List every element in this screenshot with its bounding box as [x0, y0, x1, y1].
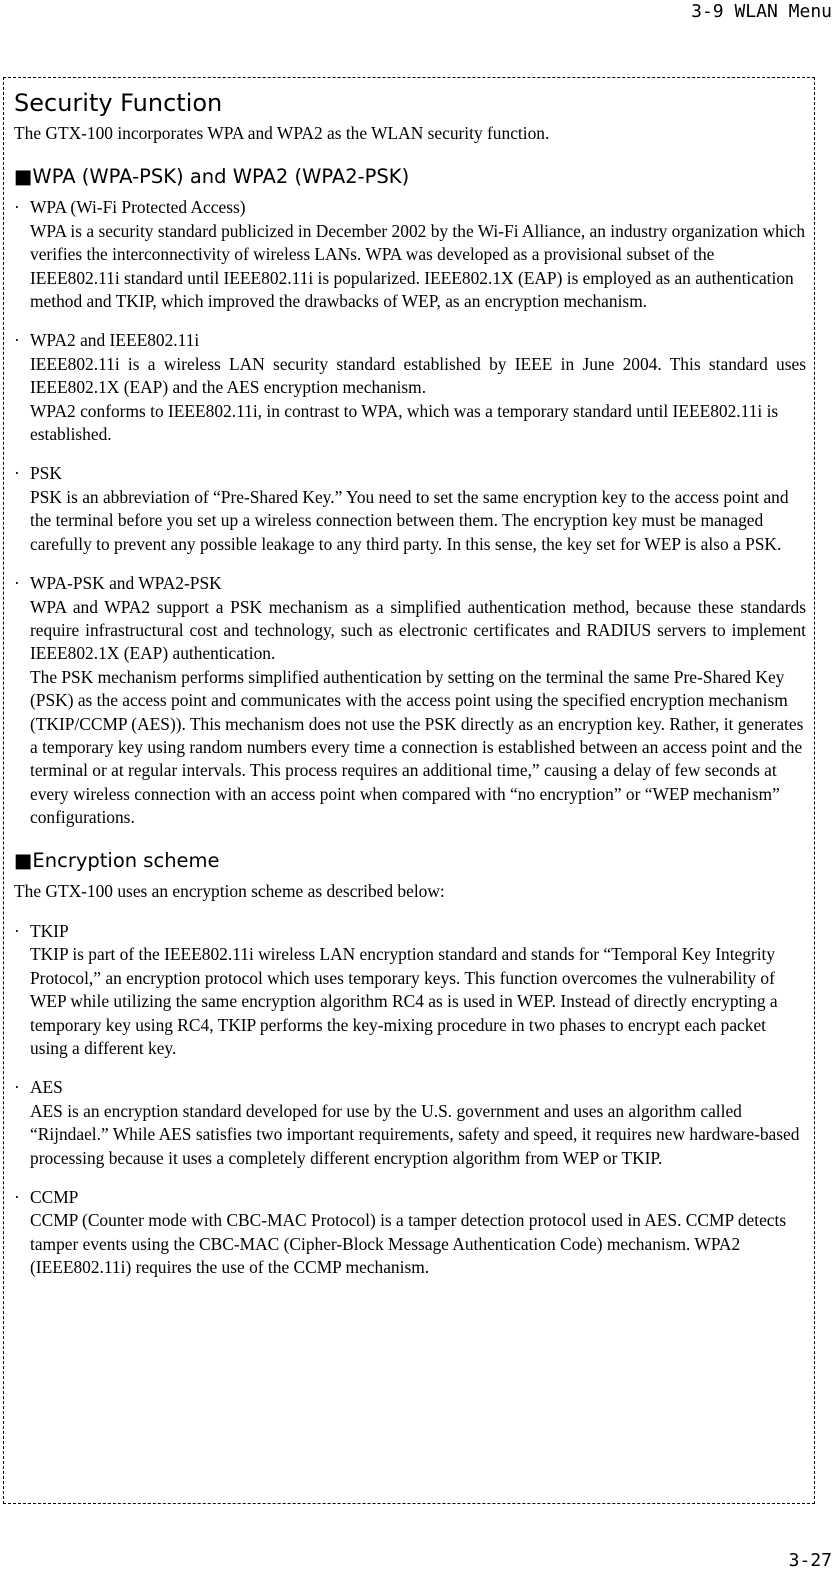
list-item-ccmp — [14, 1186, 806, 1280]
item-text: WPA is a security standard publicized in December 2002 by the Wi-Fi Alliance, an industry organization which verifies the interconnectivity of wireless LANs. WPA was developed as a provisional subset of the IEEE802.11i standard until IEEE802.11i is popularized. IEEE802.1X (EAP) is employed as an authentication method and TKIP, which improved the drawbacks of WEP, as an encryption mechanism. — [30, 220, 806, 312]
item-title: AES — [30, 1077, 63, 1098]
encryption-intro: The GTX-100 uses an encryption scheme as described below: — [14, 880, 445, 901]
item-text: The PSK mechanism performs simplified authentication by setting on the terminal the same Pre-Shared Key (PSK) as the access point and communicates with the access point using the specified encryption mechanism (TKIP/CCMP (AES)). This mechanism does not use the PSK directly as an encryption key. Rather, it generates a temporary key using random numbers every time a connection is established between an access point and the terminal or at regular intervals. This process requires an additional time,” causing a delay of few seconds at every wireless connection with an access point when compared with “no encryption” or “WEP mechanism” configurations. — [30, 666, 804, 828]
list-item-wpa-psk — [14, 572, 806, 829]
list-item-aes — [14, 1076, 806, 1170]
item-text: CCMP (Counter mode with CBC-MAC Protocol) is a tamper detection protocol used in AES. CCMP detects tamper events using the CBC-MAC (Cipher-Block Message Authentication Code) mechanism. WPA2 (IEEE802.11i) requires the use of the CCMP mechanism. — [30, 1210, 787, 1278]
item-text: PSK is an abbreviation of “Pre-Shared Key.” You need to set the same encryption key to the access point and the terminal before you set up a wireless connection between them. The encryption key must be managed carefully to prevent any possible leakage to any third party. In this sense, the key set for WEP is also a PSK. — [30, 486, 789, 554]
item-title: PSK — [30, 463, 62, 484]
running-header: 3-9 WLAN Menu — [691, 1, 832, 22]
item-title: TKIP — [30, 920, 69, 941]
bullet: · — [14, 463, 20, 484]
bullet: · — [14, 1187, 20, 1208]
item-title: CCMP — [30, 1187, 79, 1208]
item-title: WPA (Wi-Fi Protected Access) — [30, 197, 246, 218]
list-item-wpa2 — [14, 329, 806, 446]
item-text: WPA2 conforms to IEEE802.11i, in contrast to WPA, which was a temporary standard until IEEE802.11i is established. — [30, 400, 779, 445]
list-item-wpa — [14, 196, 806, 313]
content-box — [3, 77, 815, 1504]
list-item-psk — [14, 462, 806, 556]
item-text: IEEE802.11i is a wireless LAN security standard established by IEEE in June 2004. This standard uses IEEE802.1X (EAP) and the AES encryption mechanism. — [30, 353, 806, 398]
bullet: · — [14, 1077, 20, 1098]
item-text: WPA and WPA2 support a PSK mechanism as a simplified authentication method, because these standards require infrastructural cost and technology, such as electronic certificates and RADIUS servers to implement IEEE802.1X (EAP) authentication. — [30, 596, 806, 664]
encryption-section-heading: ■Encryption scheme — [14, 848, 220, 872]
item-title: WPA2 and IEEE802.11i — [30, 330, 200, 351]
item-text: TKIP is part of the IEEE802.11i wireless LAN encryption standard and stands for “Temporal Key Integrity Protocol,” an encryption protocol which uses temporary keys. This function overcomes the vulnerability of WEP while utilizing the same encryption algorithm RC4 as is used in WEP. Instead of directly encrypting a temporary key using RC4, TKIP performs the key-mixing procedure in two phases to encrypt each packet using a different key. — [30, 944, 778, 1058]
page-number: 3-27 — [788, 1550, 832, 1571]
bullet: · — [14, 573, 20, 594]
page-title: Security Function — [14, 89, 223, 117]
item-title: WPA-PSK and WPA2-PSK — [30, 573, 222, 594]
list-item-tkip — [14, 920, 806, 1060]
bullet: · — [14, 330, 20, 351]
wpa-section-heading: ■WPA (WPA-PSK) and WPA2 (WPA2-PSK) — [14, 165, 410, 189]
item-text: AES is an encryption standard developed for use by the U.S. government and uses an algorithm called “Rijndael.” While AES satisfies two important requirements, safety and speed, it requires new hardware-based processing because it uses a completely different encryption algorithm from WEP or TKIP. — [30, 1100, 800, 1168]
bullet: · — [14, 920, 20, 941]
bullet: · — [14, 197, 20, 218]
intro-paragraph: The GTX-100 incorporates WPA and WPA2 as the WLAN security function. — [14, 123, 550, 143]
